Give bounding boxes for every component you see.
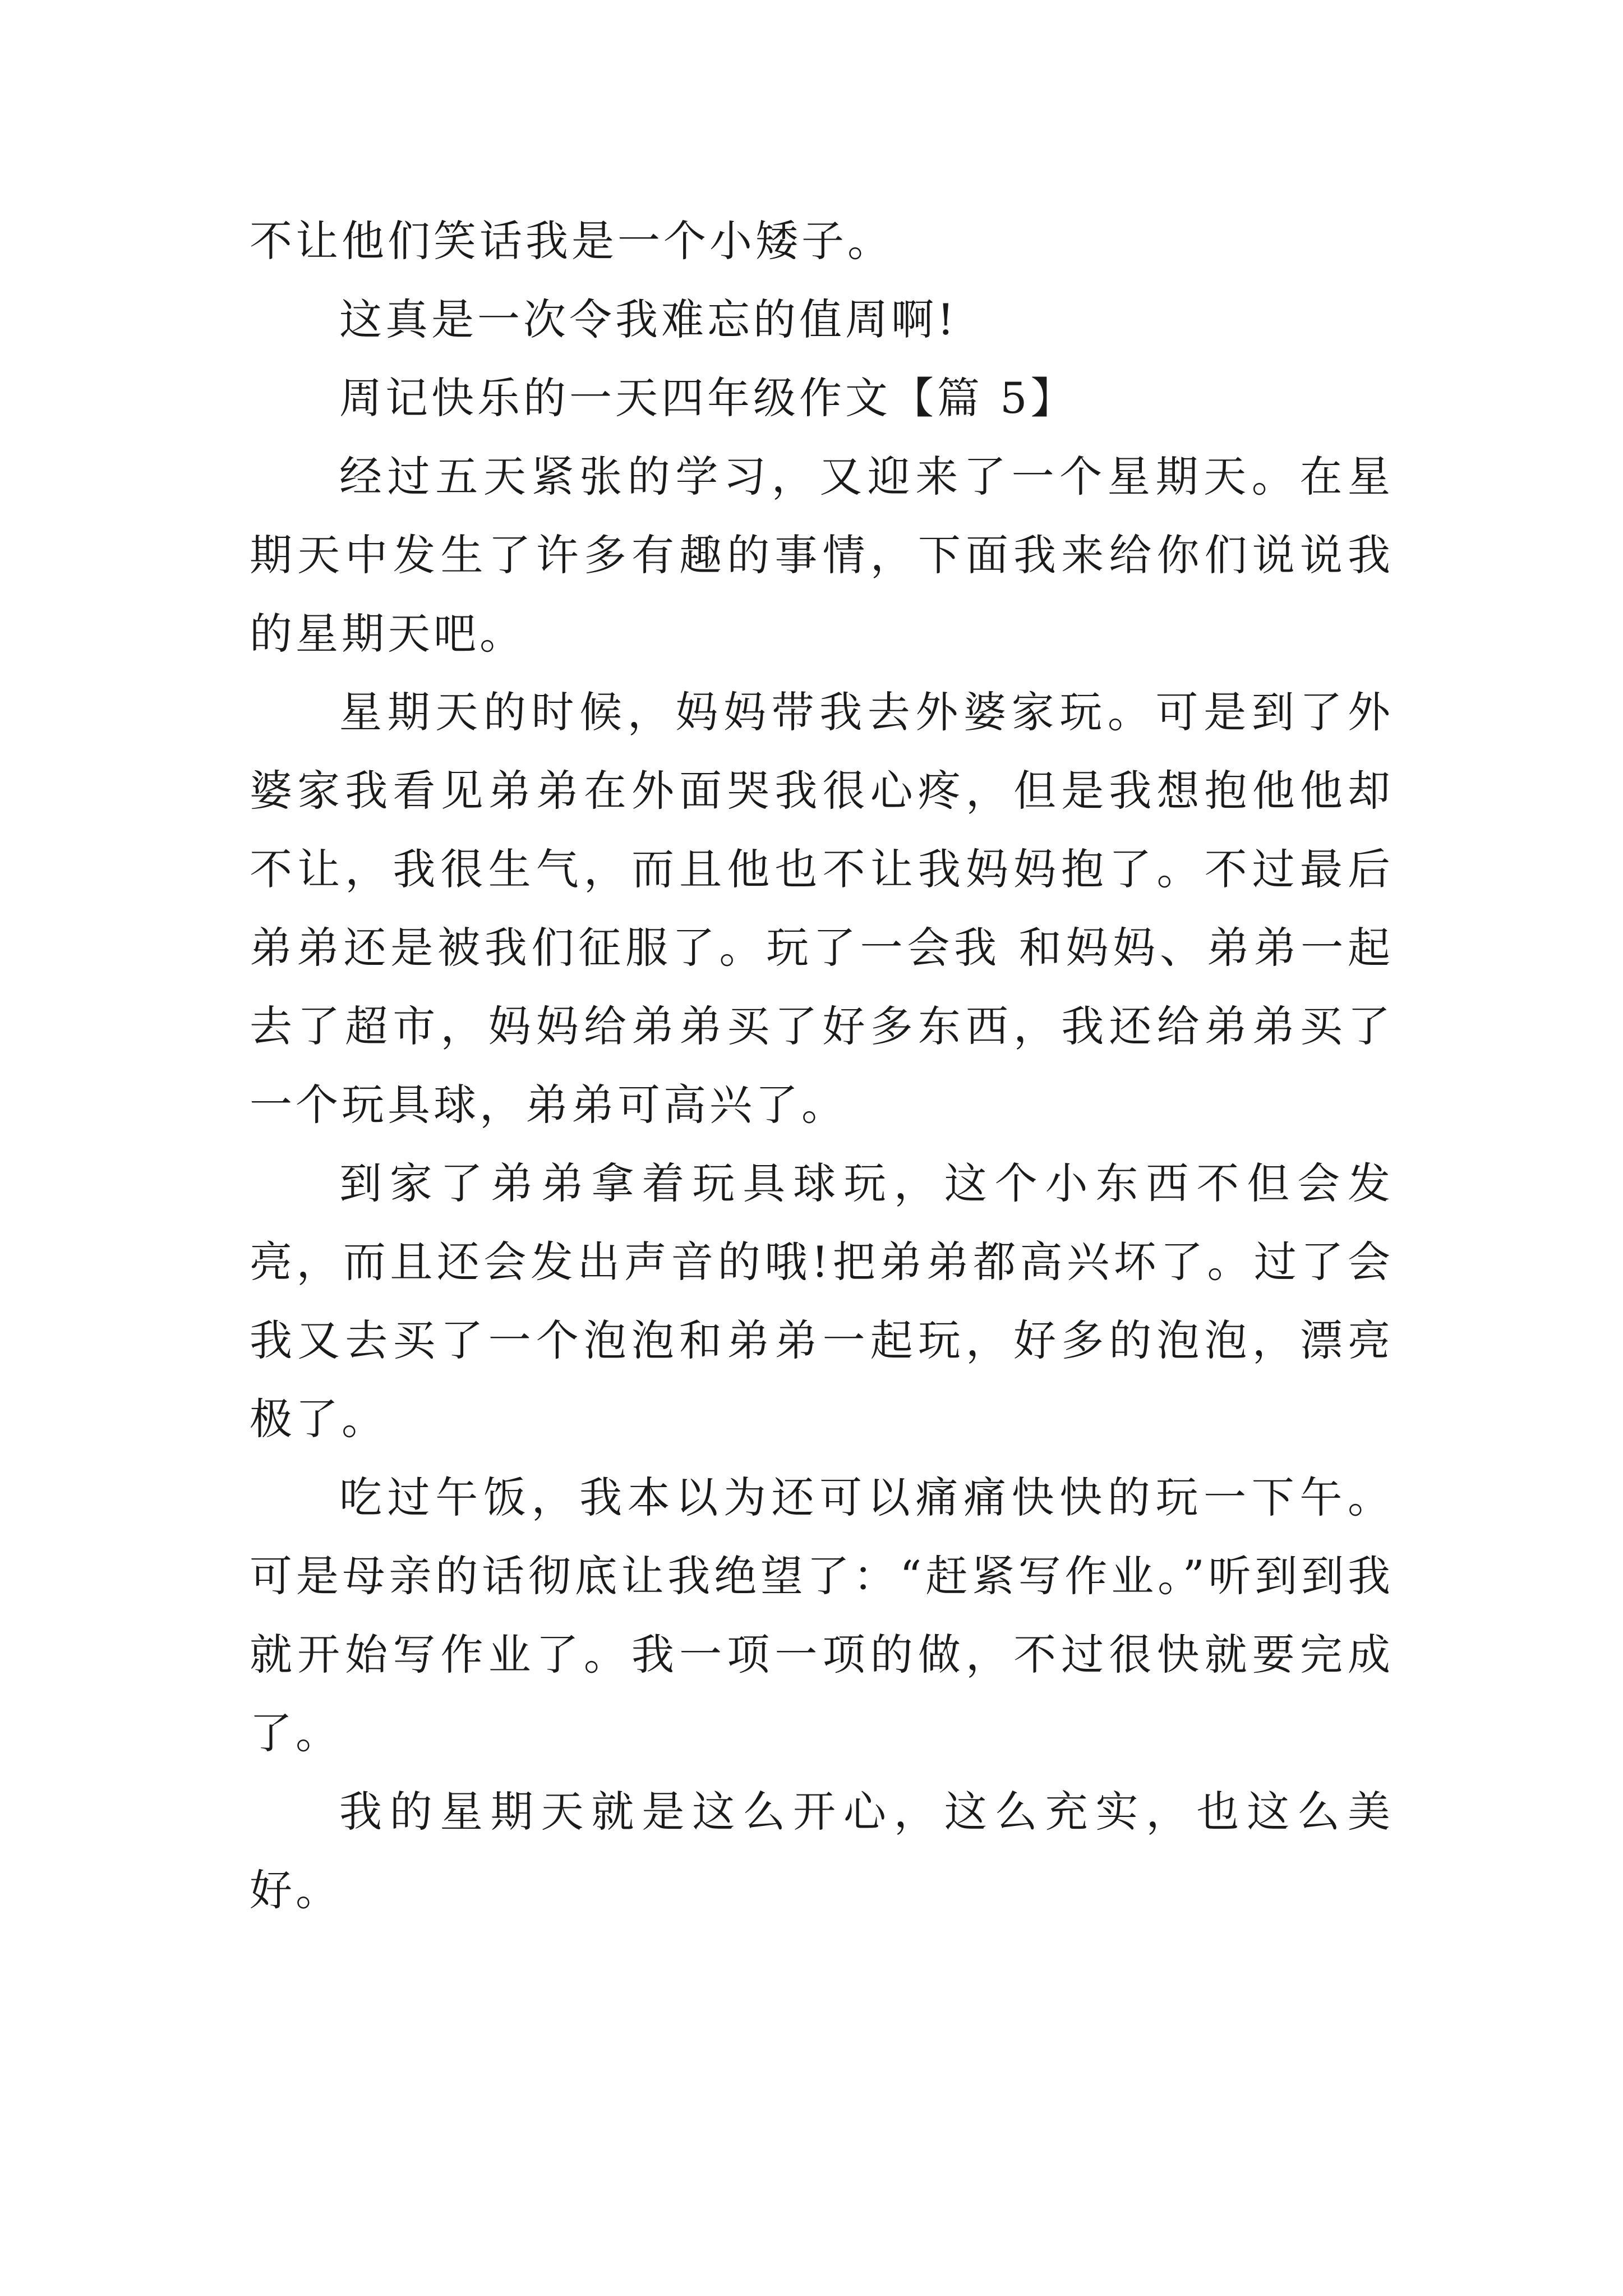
section-heading: 周记快乐的一天四年级作文【篇 5】 (339, 373, 1077, 423)
paragraph-homework: 吃过午饭，我本以为还可以痛痛快快的玩一下午。可是母亲的话彻底让我绝望了：“赶紧写作业。”听到到我就开始写作业了。我一项一项的做，不过很快就要完成了。 (250, 1473, 1394, 1758)
paragraph-conclusion: 我的星期天就是这么开心，这么充实，也这么美好。 (250, 1787, 1394, 1915)
paragraph-continuation: 不让他们笑话我是一个小矮子。 (250, 216, 893, 266)
article-body (250, 202, 1394, 1930)
paragraph-toy-ball: 到家了弟弟拿着玩具球玩，这个小东西不但会发亮，而且还会发出声音的哦!把弟弟都高兴坏了。过了会我又去买了一个泡泡和弟弟一起玩，好多的泡泡，漂亮极了。 (250, 1158, 1394, 1444)
paragraph-grandma-visit: 星期天的时候，妈妈带我去外婆家玩。可是到了外婆家我看见弟弟在外面哭我很心疼，但是我想抱他他却不让，我很生气，而且他也不让我妈妈抱了。不过最后弟弟还是被我们征服了。玩了一会我 和妈妈、弟弟一起去了超市，妈妈给弟弟买了好多东西，我还给弟弟买了一个玩具球，弟弟可高兴了。 (250, 687, 1394, 1130)
paragraph-closing-remark: 这真是一次令我难忘的值周啊! (339, 295, 958, 344)
paragraph-intro: 经过五天紧张的学习，又迎来了一个星期天。在星期天中发生了许多有趣的事情，下面我来给你们说说我的星期天吧。 (250, 452, 1394, 659)
